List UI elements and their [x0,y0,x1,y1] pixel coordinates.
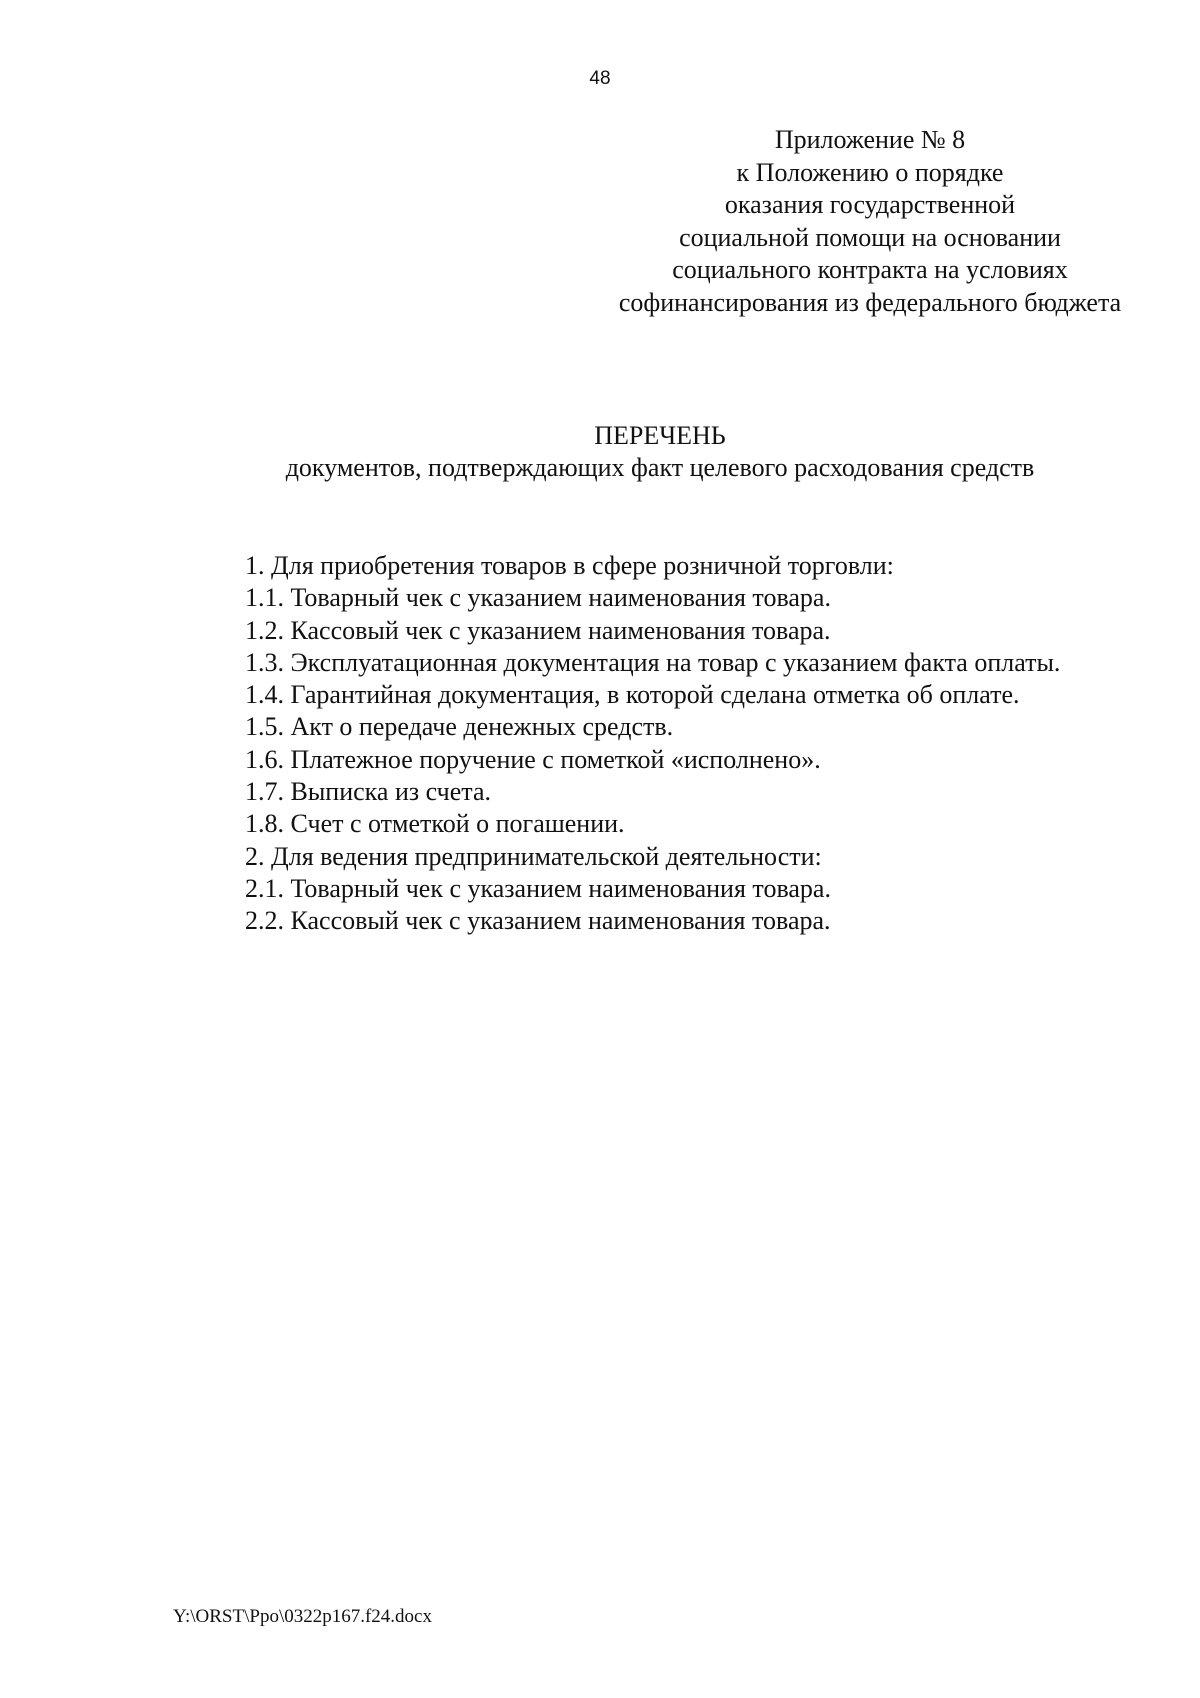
list-item: 1.4. Гарантийная документация, в которой сделана отметка об оплате. [245,680,1020,710]
appendix-line: к Положению о порядке [736,157,1004,187]
appendix-line: оказания государственной [724,190,1016,219]
list-item: 1.1. Товарный чек с указанием наименования товара. [245,583,831,613]
appendix-line: социального контракта на условиях [672,255,1068,284]
document-list [245,550,1165,938]
list-item: 1.6. Платежное поручение с пометкой «исполнено». [245,744,821,774]
list-item: 2.1. Товарный чек с указанием наименования товара. [245,873,831,903]
list-item: 1.2. Кассовый чек с указанием наименования товара. [245,615,831,645]
list-item: 2.2. Кассовый чек с указанием наименования товара. [245,906,831,936]
list-item: 1. Для приобретения товаров в сфере розничной торговли: [245,551,894,580]
list-item: 1.5. Акт о передаче денежных средств. [245,712,674,742]
footer-file-path: Y:\ORST\Ppo\0322p167.f24.docx [173,1606,432,1627]
page-number: 48 [589,68,611,89]
list-item: 2. Для ведения предпринимательской деятельности: [245,841,822,871]
appendix-line: софинансирования из федерального бюджета [618,287,1122,317]
document-title: ПЕРЕЧЕНЬ [594,421,726,450]
appendix-header [580,124,1160,319]
appendix-line: социальной помощи на основании [679,222,1061,252]
list-item: 1.8. Счет с отметкой о погашении. [245,809,625,839]
list-item: 1.7. Выписка из счета. [245,777,491,807]
list-item: 1.3. Эксплуатационная документация на товар с указанием факта оплаты. [245,647,1061,677]
document-subtitle: документов, подтверждающих факт целевого расходования средств [285,453,1035,482]
appendix-line: Приложение № 8 [774,125,966,154]
